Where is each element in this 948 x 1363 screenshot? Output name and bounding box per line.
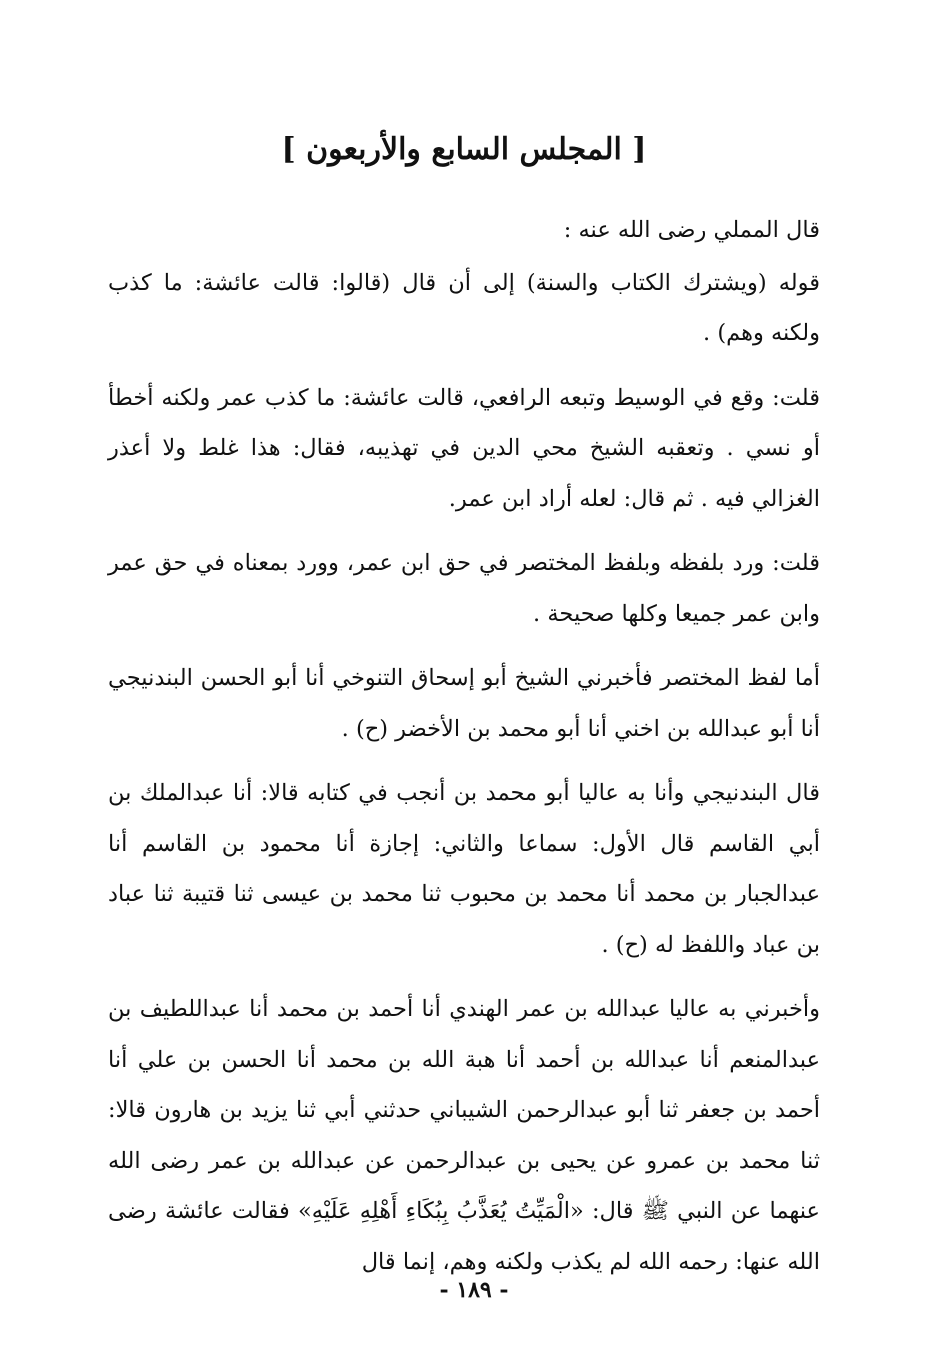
page-number: - ١٨٩ - (439, 1277, 509, 1303)
paragraph: وأخبرني به عاليا عبدالله بن عمر الهندي أنا أحمد بن محمد أنا عبداللطيف بن عبدالمنعم أنا عبدالله بن أحمد أنا هبة الله بن محمد أنا الحسن بن علي أنا أحمد بن جعفر ثنا أبو عبدالرحمن الشيباني حدثني أبي ثنا يزيد بن هارون قالا: ثنا محمد بن عمرو عن يحيى بن عبدالرحمن عن عبدالله بن عمر رضى الله عنهما عن النبي ﷺ قال: «الْمَيِّتُ يُعَذَّبُ بِبُكَاءِ أَهْلِهِ عَلَيْهِ» فقالت عائشة رضى الله عنها: رحمه الله لم يكذب ولكنه وهم، إنما قال (108, 996, 820, 1275)
page-title: [ المجلس السابع والأربعون ] (281, 132, 647, 167)
paragraph: قوله (ويشترك الكتاب والسنة) إلى أن قال (قالوا: قالت عائشة: ما كذب ولكنه وهم) . (108, 269, 820, 346)
paragraph: قال المملي رضى الله عنه : (563, 217, 820, 243)
paragraph: قال البندنيجي وأنا به عاليا أبو محمد بن أنجب في كتابه قالا: أنا عبدالملك بن أبي القاسم قال الأول: سماعا والثاني: إجازة أنا محمود بن القاسم أنا عبدالجبار بن محمد أنا محمد بن محبوب ثنا محمد بن عيسى ثنا قتيبة ثنا عباد بن عباد واللفظ له (ح) . (108, 780, 820, 958)
paragraph: أما لفظ المختصر فأخبرني الشيخ أبو إسحاق التنوخي أنا أبو الحسن البندنيجي أنا أبو عبدالله بن اخني أنا أبو محمد بن الأخضر (ح) . (108, 665, 820, 742)
page-body (108, 205, 820, 1301)
paragraph: قلت: وقع في الوسيط وتبعه الرافعي، قالت عائشة: ما كذب عمر ولكنه أخطأ أو نسي . وتعقبه الشيخ محي الدين في تهذيبه، فقال: هذا غلط ولا أعذر الغزالي فيه . ثم قال: لعله أراد ابن عمر. (108, 384, 820, 512)
paragraph: قلت: ورد بلفظه وبلفظ المختصر في حق ابن عمر، وورد بمعناه في حق عمر وابن عمر جميعا وكلها صحيحة . (108, 550, 820, 627)
